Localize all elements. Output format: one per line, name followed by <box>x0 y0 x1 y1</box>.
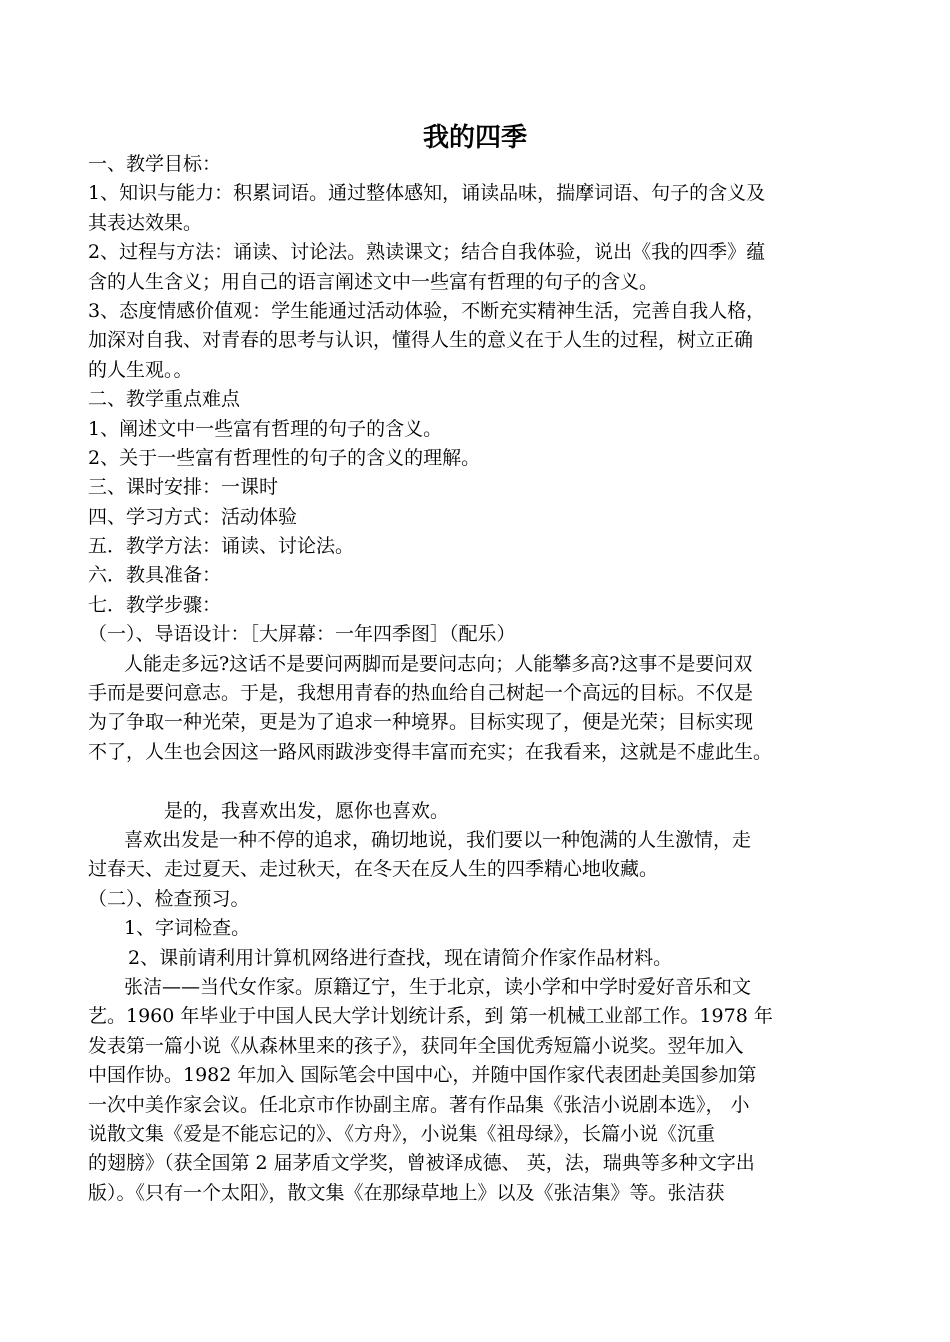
pursuit-paragraph-line-2: 过春天、走过夏天、走过秋天，在冬天在反人生的四季精心地收藏。 <box>88 858 659 881</box>
author-bio-line-7: 的翅膀》（获全国第 2 届茅盾文学奖，曾被译成德、 英，法，瑞典等多种文字出 <box>88 1152 755 1175</box>
section-heading-steps: 七．教学步骤： <box>88 593 222 616</box>
objective-1-line-1: 1、知识与能力：积累词语。通过整体感知，诵读品味，揣摩词语、句子的含义及 <box>88 182 766 205</box>
objective-2-line-1: 2、过程与方法：诵读、讨论法。熟读课文；结合自我体验，说出《我的四季》蕴 <box>88 241 766 264</box>
objective-3-line-2: 加深对自我、对青春的思考与认识，懂得人生的意义在于人生的过程，树立正确 <box>88 329 754 352</box>
section-heading-schedule: 三、课时安排：一课时 <box>88 476 279 499</box>
step-2-item-2: 2、课前请利用计算机网络进行查找，现在请简介作家作品材料。 <box>128 946 673 969</box>
author-bio-line-6: 说散文集《爱是不能忘记的》、《方舟》，小说集《祖母绿》，长篇小说《沉重 <box>88 1122 716 1145</box>
author-bio-line-2: 艺。1960 年毕业于中国人民大学计划统计系，到 第一机械工业部工作。1978 年 <box>88 1005 773 1028</box>
intro-paragraph-line-4: 不了，人生也会因这一路风雨跋涉变得丰富而充实；在我看来，这就是不虚此生。 <box>88 740 773 763</box>
objective-1-line-2: 其表达效果。 <box>88 211 203 234</box>
intro-paragraph-line-2: 手而是要问意志。于是，我想用青春的热血给自己树起一个高远的目标。不仅是 <box>88 682 754 705</box>
step-2-item-1: 1、字词检查。 <box>124 917 251 940</box>
document-body <box>88 150 888 1208</box>
key-point-1: 1、阐述文中一些富有哲理的句子的含义。 <box>88 417 443 440</box>
section-heading-key-points: 二、教学重点难点 <box>88 388 241 411</box>
section-heading-learning-method: 四、学习方式：活动体验 <box>88 505 298 528</box>
section-heading-materials: 六．教具准备： <box>88 564 222 587</box>
key-point-2: 2、关于一些富有哲理性的句子的含义的理解。 <box>88 446 481 469</box>
blank-line <box>88 767 888 796</box>
objective-3-line-3: 的人生观。。 <box>88 358 193 381</box>
author-bio-line-5: 一次中美作家会议。任北京市作协副主席。著有作品集《张洁小说剧本选》， 小 <box>88 1093 750 1116</box>
step-1-heading: （一）、导语设计：［大屏幕：一年四季图］（配乐） <box>88 623 516 646</box>
quote-line: 是的，我喜欢出发，愿你也喜欢。 <box>164 799 450 822</box>
intro-paragraph-line-1: 人能走多远?这话不是要问两脚而是要问志向；人能攀多高?这事不是要问双 <box>124 652 753 675</box>
objective-3-line-1: 3、态度情感价值观：学生能通过活动体验，不断充实精神生活，完善自我人格， <box>88 299 766 322</box>
section-heading-objectives: 一、教学目标： <box>88 153 222 175</box>
step-2-heading: （二）、检查预习。 <box>88 887 250 910</box>
author-bio-line-8: 版）。《只有一个太阳》，散文集《在那绿草地上》以及《张洁集》等。张洁获 <box>88 1181 725 1204</box>
pursuit-paragraph-line-1: 喜欢出发是一种不停的追求，确切地说，我们要以一种饱满的人生激情，走 <box>124 828 752 851</box>
author-bio-line-3: 发表第一篇小说《从森林里来的孩子》，获同年全国优秀短篇小说奖。翌年加入 <box>88 1034 744 1057</box>
document-title: 我的四季 <box>422 123 527 153</box>
author-bio-line-4: 中国作协。1982 年加入 国际笔会中国中心，并随中国作家代表团赴美国参加第 <box>88 1064 757 1087</box>
author-bio-line-1: 张洁——当代女作家。原籍辽宁，生于北京，读小学和中学时爱好音乐和文 <box>124 975 752 998</box>
section-heading-teaching-method: 五．教学方法：诵读、讨论法。 <box>88 535 355 558</box>
objective-2-line-2: 含的人生含义；用自己的语言阐述文中一些富有哲理的句子的含义。 <box>88 270 659 293</box>
intro-paragraph-line-3: 为了争取一种光荣，更是为了追求一种境界。目标实现了，便是光荣；目标实现 <box>88 711 754 734</box>
